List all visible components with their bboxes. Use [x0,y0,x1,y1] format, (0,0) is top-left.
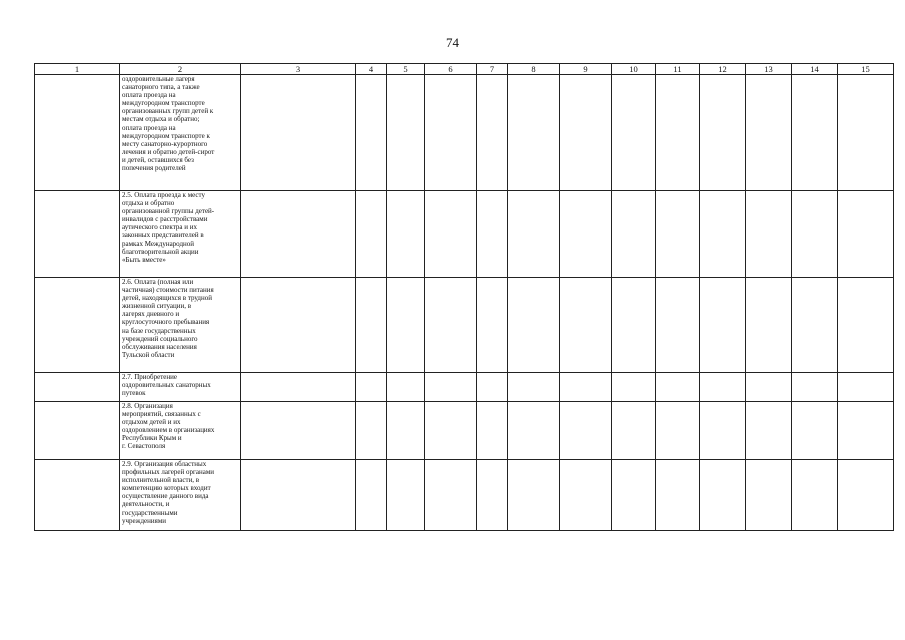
cell [746,373,792,402]
table-row [35,460,894,531]
cell [356,75,387,191]
cell [387,191,425,278]
row-description: 2.7. Приобретение оздоровительных санаторных путевок [120,373,241,402]
column-header: 6 [425,64,477,75]
row-description: 2.8. Организация мероприятий, связанных с отдыхом детей и их оздоровлением в организациях Республики Крым и г. Севастополя [120,402,241,460]
cell [656,402,700,460]
cell [792,460,838,531]
column-header: 9 [560,64,612,75]
row-description: 2.9. Организация областных профильных лагерей органами исполнительной власти, в компетенцию которых входит осуществление данного вида деятельности, и государственными учреждениями [120,460,241,531]
page-number: 74 [446,35,459,50]
cell [387,402,425,460]
cell [746,460,792,531]
cell [656,373,700,402]
cell [560,191,612,278]
column-header: 2 [120,64,241,75]
column-header: 11 [656,64,700,75]
cell [656,460,700,531]
cell [700,402,746,460]
column-header: 4 [356,64,387,75]
column-header: 1 [35,64,120,75]
cell [746,402,792,460]
column-header: 3 [241,64,356,75]
cell [356,402,387,460]
cell [792,75,838,191]
cell [656,75,700,191]
cell [35,402,120,460]
cell [508,191,560,278]
cell [508,75,560,191]
cell [838,191,894,278]
column-header: 10 [612,64,656,75]
cell [508,278,560,373]
cell [560,460,612,531]
cell [35,278,120,373]
cell [356,460,387,531]
cell [612,75,656,191]
cell [425,373,477,402]
cell [425,278,477,373]
cell [477,460,508,531]
cell [35,191,120,278]
cell [241,278,356,373]
cell [612,402,656,460]
cell [700,373,746,402]
cell [387,460,425,531]
header-row [35,64,894,75]
column-header: 15 [838,64,894,75]
cell [241,460,356,531]
column-header: 14 [792,64,838,75]
cell [700,460,746,531]
cell [700,75,746,191]
cell [477,373,508,402]
cell [356,278,387,373]
cell [792,373,838,402]
cell [425,191,477,278]
cell [700,278,746,373]
cell [425,460,477,531]
column-header: 13 [746,64,792,75]
cell [792,278,838,373]
cell [838,75,894,191]
table-row [35,191,894,278]
cell [387,278,425,373]
cell [838,402,894,460]
cell [656,278,700,373]
row-description: 2.5. Оплата проезда к месту отдыха и обратно организованной группы детей- инвалидов с расстройствами аутического спектра и их законных представителей в рамках Международной благотворительной акции «Быть вместе» [120,191,241,278]
cell [477,75,508,191]
budget-table [34,63,894,531]
column-header: 12 [700,64,746,75]
table-row [35,75,894,191]
cell [241,191,356,278]
cell [838,278,894,373]
cell [477,191,508,278]
cell [560,402,612,460]
cell [746,278,792,373]
cell [425,402,477,460]
cell [356,191,387,278]
cell [356,373,387,402]
cell [35,373,120,402]
row-description: оздоровительные лагеря санаторного типа, а также оплата проезда на междугородном транспорте организованных групп детей к местам отдыха и обратно; оплата проезда на междугородном транспорте к месту санаторно-курортного лечения и обратно детей-сирот и детей, оставшихся без попечения родителей [120,75,241,191]
cell [508,402,560,460]
cell [612,373,656,402]
cell [241,402,356,460]
cell [612,191,656,278]
cell [746,75,792,191]
cell [477,402,508,460]
column-header: 5 [387,64,425,75]
cell [387,373,425,402]
table-row [35,373,894,402]
cell [838,460,894,531]
cell [35,460,120,531]
cell [477,278,508,373]
cell [241,373,356,402]
table-row [35,278,894,373]
cell [792,191,838,278]
cell [387,75,425,191]
cell [700,191,746,278]
cell [838,373,894,402]
cell [425,75,477,191]
cell [612,460,656,531]
cell [241,75,356,191]
table-row [35,402,894,460]
column-header: 7 [477,64,508,75]
cell [656,191,700,278]
column-header: 8 [508,64,560,75]
cell [508,460,560,531]
cell [612,278,656,373]
cell [746,191,792,278]
cell [560,373,612,402]
cell [560,278,612,373]
cell [560,75,612,191]
row-description: 2.6. Оплата (полная или частичная) стоимости питания детей, находящихся в трудной жизненной ситуации, в лагерях дневного и круглосуточного пребывания на базе государственных учреждений социального обслуживания населения Тульской области [120,278,241,373]
cell [792,402,838,460]
cell [35,75,120,191]
cell [508,373,560,402]
